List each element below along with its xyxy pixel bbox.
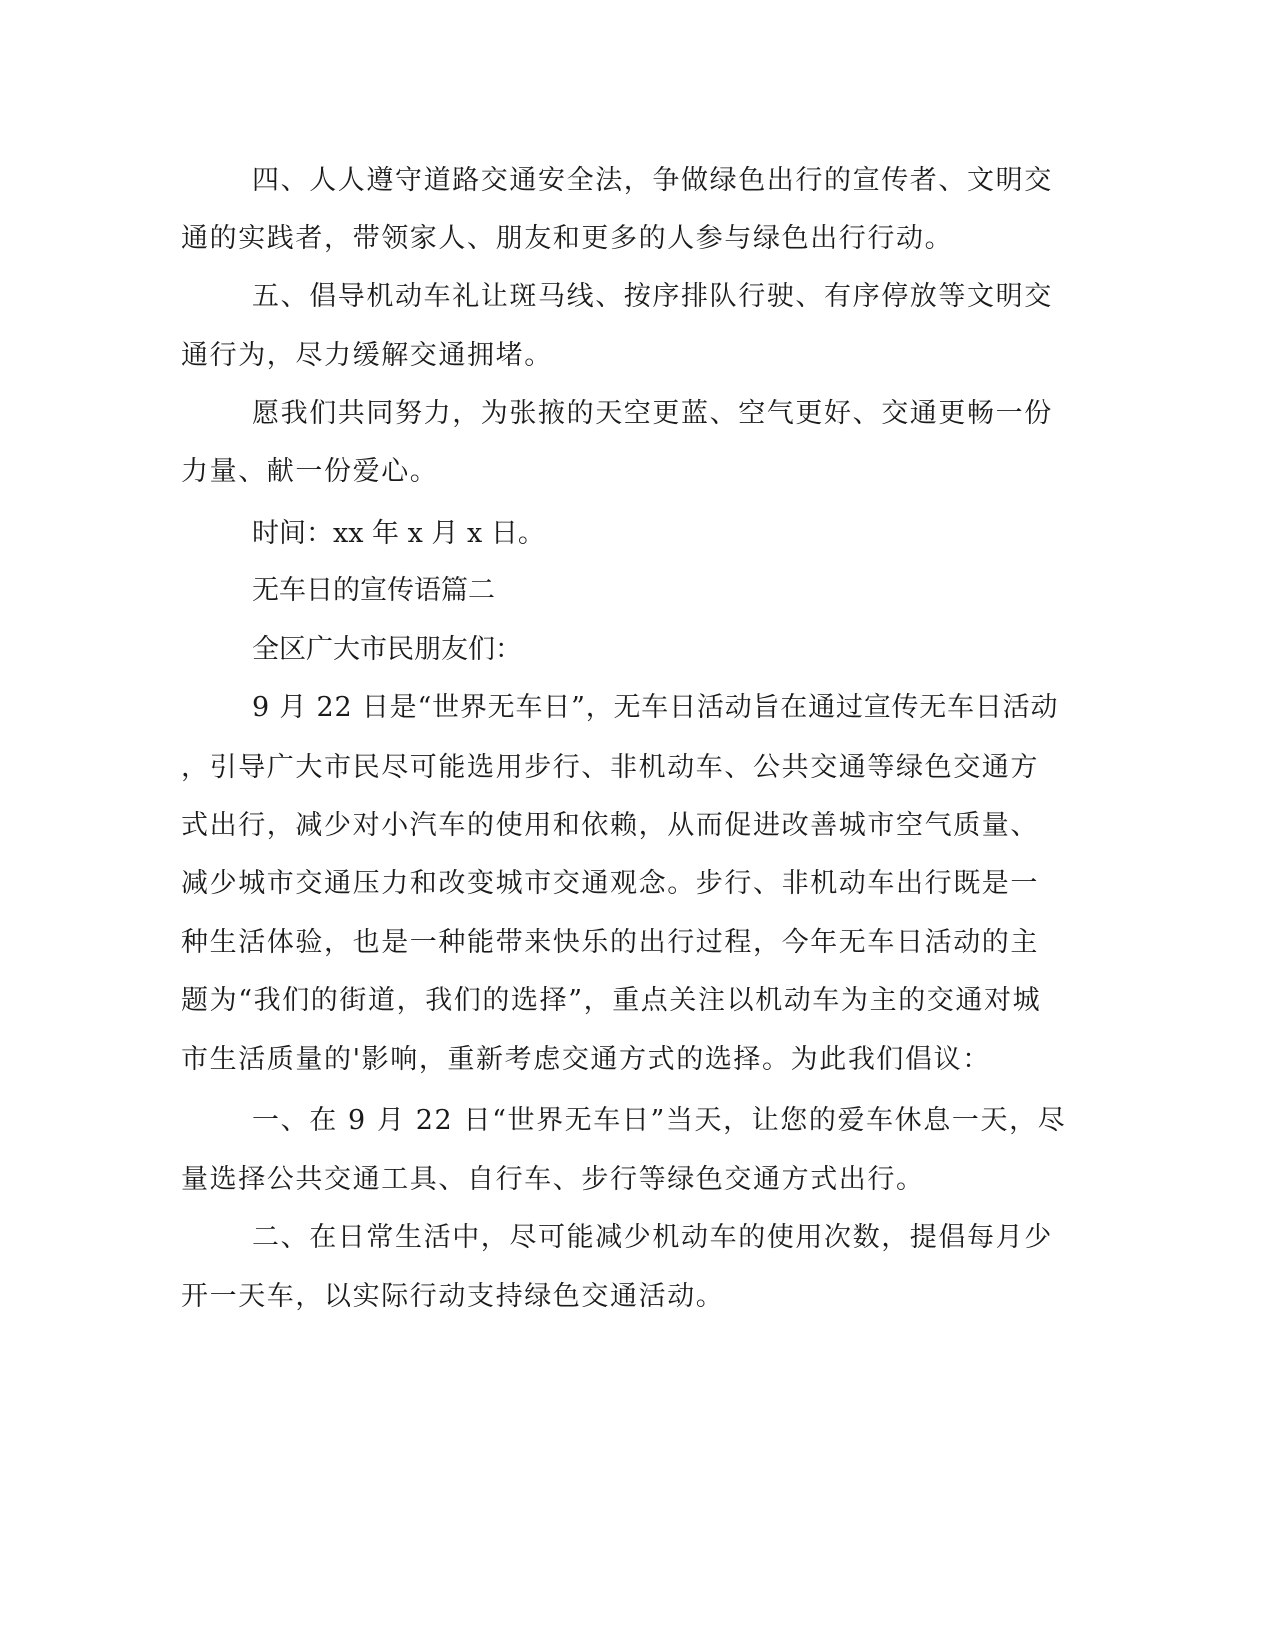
- paragraph-line: 9 月 22 日是“世界无车日”，无车日活动旨在通过宣传无车日活动: [252, 692, 1059, 723]
- paragraph-line: 二、在日常生活中，尽可能减少机动车的使用次数，提倡每月少: [252, 1222, 1053, 1253]
- paragraph-line: 开一天车，以实际行动支持绿色交通活动。: [181, 1281, 725, 1312]
- paragraph-line: 四、人人遵守道路交通安全法，争做绿色出行的宣传者、文明交: [252, 165, 1053, 196]
- salutation: 全区广大市民朋友们：: [252, 634, 522, 665]
- paragraph-line: 通的实践者，带领家人、朋友和更多的人参与绿色出行行动。: [181, 223, 954, 254]
- paragraph-line: ，引导广大市民尽可能选用步行、非机动车、公共交通等绿色交通方: [181, 752, 1039, 783]
- paragraph-line: 量选择公共交通工具、自行车、步行等绿色交通方式出行。: [181, 1164, 925, 1195]
- paragraph-line: 式出行，减少对小汽车的使用和依赖，从而促进改善城市空气质量、: [181, 810, 1039, 841]
- paragraph-line: 力量、献一份爱心。: [181, 456, 439, 487]
- paragraph-line: 一、在 9 月 22 日“世界无车日”当天，让您的爱车休息一天，尽: [252, 1105, 1067, 1136]
- paragraph-line: 减少城市交通压力和改变城市交通观念。步行、非机动车出行既是一: [181, 868, 1039, 899]
- paragraph-line: 愿我们共同努力，为张掖的天空更蓝、空气更好、交通更畅一份: [252, 398, 1053, 429]
- section-heading: 无车日的宣传语篇二: [252, 575, 495, 606]
- paragraph-line: 题为“我们的街道，我们的选择”，重点关注以机动车为主的交通对城: [181, 985, 1042, 1016]
- paragraph-line: 五、倡导机动车礼让斑马线、按序排队行驶、有序停放等文明交: [252, 281, 1053, 312]
- paragraph-line: 通行为，尽力缓解交通拥堵。: [181, 340, 553, 371]
- paragraph-line: 种生活体验，也是一种能带来快乐的出行过程，今年无车日活动的主: [181, 927, 1039, 958]
- date-line: 时间：xx 年 x 月 x 日。: [252, 518, 545, 549]
- paragraph-line: 市生活质量的'影响，重新考虑交通方式的选择。为此我们倡议：: [181, 1044, 991, 1075]
